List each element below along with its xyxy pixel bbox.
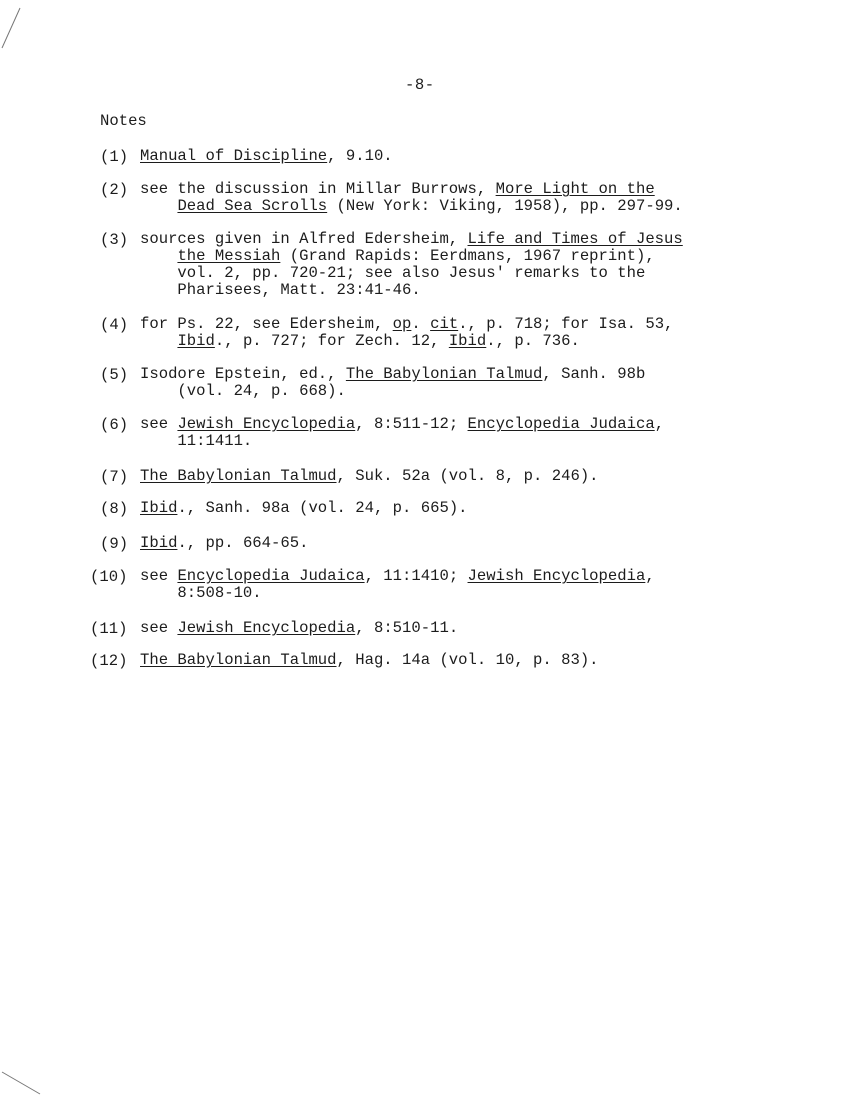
note-text xyxy=(140,366,760,400)
note-title-underlined: Ibid xyxy=(448,332,487,350)
note-number: (1) xyxy=(100,148,129,166)
note-number: (6) xyxy=(100,416,129,434)
note-text-segment: Pharisees, Matt. 23:41-46. xyxy=(140,281,421,299)
note-number: (9) xyxy=(100,535,129,553)
note-title-underlined: Encyclopedia Judaica xyxy=(467,415,655,433)
note-title-underlined: Jewish Encyclopedia xyxy=(467,567,646,585)
note-text xyxy=(140,316,760,350)
note-line xyxy=(140,333,760,350)
note-text-segment: , 9.10. xyxy=(327,147,393,165)
note-line xyxy=(140,500,760,517)
note-text xyxy=(140,652,760,669)
note-text-segment: ., p. 727; for Zech. 12, xyxy=(214,332,449,350)
note-text-segment: (Grand Rapids: Eerdmans, 1967 reprint), xyxy=(280,247,655,265)
note-title-underlined: Ibid xyxy=(140,534,178,552)
note-text xyxy=(140,500,760,517)
note-title-underlined: Manual of Discipline xyxy=(140,147,328,165)
note-text-segment: , Suk. 52a (vol. 8, p. 246). xyxy=(336,467,599,485)
note-title-underlined: Jewish Encyclopedia xyxy=(177,619,356,637)
note-text-segment: see the discussion in Millar Burrows, xyxy=(140,180,496,198)
note-text xyxy=(140,181,760,215)
note-line xyxy=(140,181,760,198)
note-title-underlined: The Babylonian Talmud xyxy=(140,467,337,485)
note-title-underlined: The Babylonian Talmud xyxy=(345,365,543,383)
note-title-underlined: the Messiah xyxy=(177,247,281,265)
note-line xyxy=(140,468,760,485)
note-number: (10) xyxy=(90,568,128,586)
note-title-underlined: Encyclopedia Judaica xyxy=(177,567,365,585)
note-number: (2) xyxy=(100,181,129,199)
note-line xyxy=(140,383,760,400)
note-line xyxy=(140,585,760,602)
note-title-underlined: Jewish Encyclopedia xyxy=(177,415,356,433)
note-number: (8) xyxy=(100,500,129,518)
note-text-segment: ., pp. 664-65. xyxy=(177,534,309,552)
note-number: (4) xyxy=(100,316,129,334)
note-line xyxy=(140,148,760,165)
note-title-underlined: cit xyxy=(430,315,459,333)
note-text-segment: ., Sanh. 98a (vol. 24, p. 665). xyxy=(177,499,468,517)
note-text-segment: , 8:510-11. xyxy=(355,619,459,637)
note-text xyxy=(140,231,760,299)
note-line xyxy=(140,248,760,265)
note-line xyxy=(140,316,760,333)
note-text-segment: vol. 2, pp. 720-21; see also Jesus' remarks to the xyxy=(140,264,646,282)
note-number: (5) xyxy=(100,366,129,384)
note-title-underlined: Dead Sea Scrolls xyxy=(177,197,328,215)
note-text-segment xyxy=(140,197,177,215)
note-title-underlined: op xyxy=(392,315,412,333)
note-text-segment: , 11:1410; xyxy=(364,567,468,585)
note-title-underlined: Life and Times of Jesus xyxy=(467,230,683,248)
note-text-segment: , xyxy=(654,415,665,433)
note-line xyxy=(140,231,760,248)
note-title-underlined: The Babylonian Talmud xyxy=(140,651,337,669)
note-line xyxy=(140,568,760,585)
note-text-segment: , Sanh. 98b xyxy=(542,365,646,383)
page-number: -8- xyxy=(405,76,435,94)
note-title-underlined: Ibid xyxy=(140,499,178,517)
note-text-segment: for Ps. 22, see Edersheim, xyxy=(140,315,393,333)
note-text-segment: see xyxy=(140,567,178,585)
note-number: (3) xyxy=(100,231,129,249)
note-text-segment: , Hag. 14a (vol. 10, p. 83). xyxy=(336,651,599,669)
note-line xyxy=(140,198,760,215)
note-text-segment: (vol. 24, p. 668). xyxy=(140,382,346,400)
note-line xyxy=(140,265,760,282)
note-text xyxy=(140,620,760,637)
note-text xyxy=(140,416,760,450)
note-number: (11) xyxy=(90,620,128,638)
note-text xyxy=(140,468,760,485)
notes-heading: Notes xyxy=(100,112,147,130)
note-text-segment: (New York: Viking, 1958), pp. 297-99. xyxy=(327,197,683,215)
note-text-segment: 8:508-10. xyxy=(140,584,262,602)
note-line xyxy=(140,652,760,669)
note-text xyxy=(140,535,760,552)
note-text xyxy=(140,148,760,165)
note-text-segment: 11:1411. xyxy=(140,432,253,450)
note-line xyxy=(140,282,760,299)
note-text-segment: . xyxy=(411,315,431,333)
note-number: (7) xyxy=(100,468,129,486)
note-text-segment: sources given in Alfred Edersheim, xyxy=(140,230,468,248)
note-text xyxy=(140,568,760,602)
note-text-segment: ., p. 736. xyxy=(486,332,580,350)
note-line xyxy=(140,366,760,383)
note-text-segment xyxy=(140,247,177,265)
note-text-segment: ., p. 718; for Isa. 53, xyxy=(458,315,674,333)
note-text-segment: , 8:511-12; xyxy=(355,415,468,433)
note-line xyxy=(140,620,760,637)
note-line xyxy=(140,433,760,450)
note-text-segment xyxy=(140,332,177,350)
note-number: (12) xyxy=(90,652,128,670)
note-title-underlined: More Light on the xyxy=(495,180,655,198)
note-text-segment: see xyxy=(140,619,178,637)
note-line xyxy=(140,535,760,552)
note-title-underlined: Ibid xyxy=(177,332,215,350)
note-text-segment: Isodore Epstein, ed., xyxy=(140,365,346,383)
note-text-segment: see xyxy=(140,415,178,433)
note-text-segment: , xyxy=(645,567,655,585)
note-line xyxy=(140,416,760,433)
